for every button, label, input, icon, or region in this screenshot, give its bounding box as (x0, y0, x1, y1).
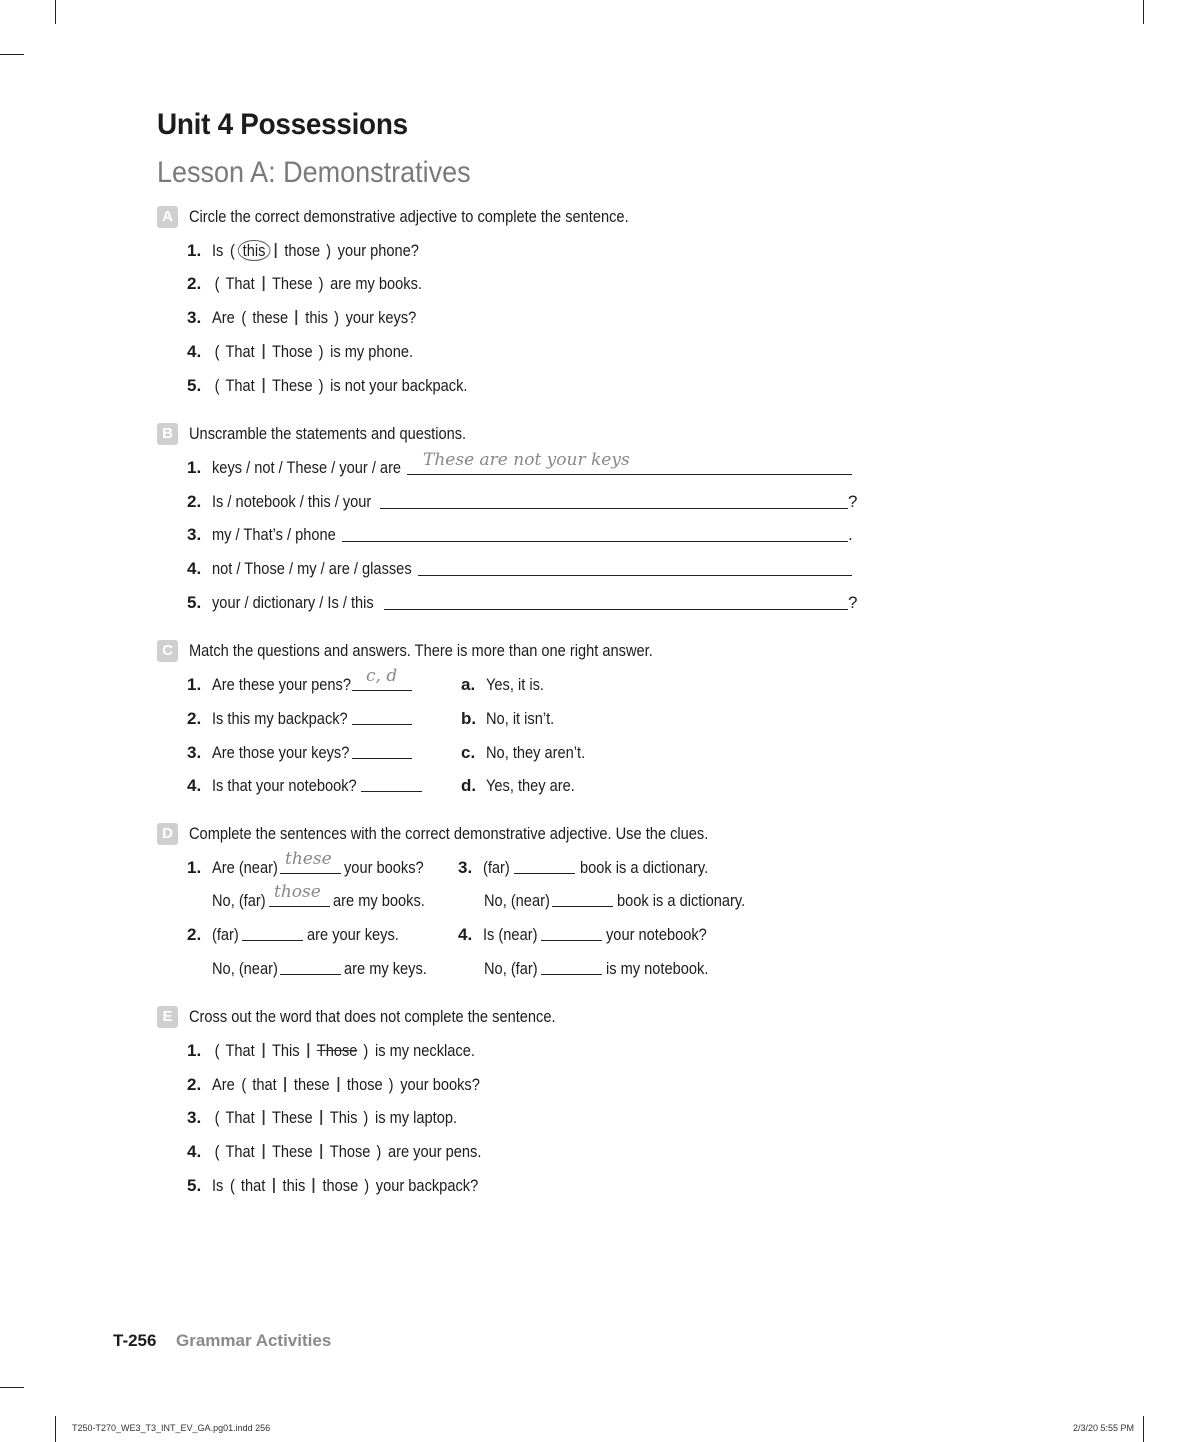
answer-line[interactable] (361, 773, 422, 792)
crop-mark (0, 54, 24, 55)
footer-label: Grammar Activities (176, 1331, 332, 1350)
lesson-title: Lesson A: Demonstratives (157, 156, 471, 189)
section-instruction: Match the questions and answers. There is more than one right answer. (189, 641, 653, 660)
print-slug-file: T250-T270_WE3_T3_INT_EV_GA.pg01.indd 256 (72, 1423, 271, 1433)
page-number: T-256 (113, 1331, 157, 1350)
section-instruction: Complete the sentences with the correct demonstrative adjective. Use the clues. (189, 824, 709, 843)
crop-mark (55, 1416, 56, 1442)
section-instruction: Cross out the word that does not complete the sentence. (189, 1007, 556, 1026)
answer-line[interactable] (352, 666, 412, 691)
answer-line[interactable] (541, 922, 602, 941)
crossed-out-word: Those (316, 1041, 358, 1060)
answer-line[interactable] (418, 557, 852, 576)
answer-line[interactable] (352, 740, 412, 759)
answer-line[interactable] (380, 490, 848, 509)
answer-line[interactable] (552, 888, 613, 907)
section-badge: D (157, 823, 178, 845)
answer-line[interactable] (280, 849, 341, 874)
handwritten-answer: c, d (366, 666, 398, 686)
section-d-header (157, 823, 797, 847)
circled-answer: this (237, 240, 270, 261)
handwritten-answer: these (285, 849, 332, 869)
section-instruction: Circle the correct demonstrative adjective to complete the sentence. (189, 207, 629, 226)
section-instruction: Unscramble the statements and questions. (189, 424, 467, 443)
section-e-header (157, 1006, 797, 1030)
answer-line[interactable] (269, 882, 330, 907)
answer-line[interactable] (384, 591, 848, 610)
crop-mark (55, 0, 56, 24)
section-badge: A (157, 206, 178, 228)
answer-line[interactable] (514, 855, 575, 874)
section-badge: C (157, 640, 178, 662)
section-badge: B (157, 423, 178, 445)
answer-line[interactable] (352, 706, 412, 725)
handwritten-answer: These are not your keys (423, 450, 630, 470)
print-slug-date: 2/3/20 5:55 PM (1072, 1423, 1134, 1433)
crop-mark (1143, 0, 1144, 24)
section-b-header (157, 423, 797, 447)
section-c-header (157, 640, 797, 664)
section-badge: E (157, 1006, 178, 1028)
handwritten-answer: those (274, 882, 321, 902)
answer-line[interactable] (242, 922, 303, 941)
answer-line[interactable] (541, 956, 602, 975)
answer-line[interactable] (280, 956, 341, 975)
answer-line[interactable] (342, 523, 848, 542)
crop-mark (0, 1387, 24, 1388)
crop-mark (1143, 1416, 1144, 1442)
unit-title: Unit 4 Possessions (157, 108, 408, 141)
section-a-header (157, 206, 797, 230)
answer-line[interactable] (407, 450, 852, 475)
